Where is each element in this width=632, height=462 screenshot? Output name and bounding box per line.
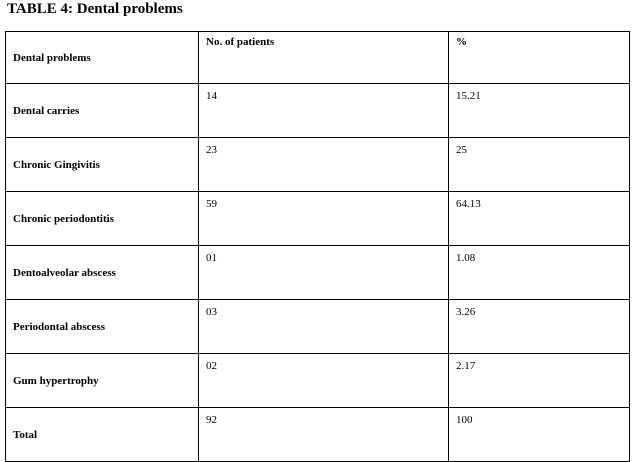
- percent-cell: 100: [449, 408, 630, 462]
- row-label: Dental carries: [6, 84, 199, 138]
- row-label: Chronic periodontitis: [6, 192, 199, 246]
- column-header-dental-problems: Dental problems: [6, 32, 199, 84]
- percent-cell: 1.08: [449, 246, 630, 300]
- table-row: [6, 300, 630, 354]
- row-label: Gum hypertrophy: [6, 354, 199, 408]
- table-total-row: [6, 408, 630, 462]
- row-label: Total: [6, 408, 199, 462]
- percent-cell: 25: [449, 138, 630, 192]
- dental-problems-table: [5, 31, 630, 462]
- column-header-percent: %: [449, 32, 630, 84]
- table-header-row: [6, 32, 630, 84]
- patients-cell: 01: [199, 246, 449, 300]
- patients-cell: 92: [199, 408, 449, 462]
- percent-cell: 15.21: [449, 84, 630, 138]
- patients-cell: 59: [199, 192, 449, 246]
- table-row: [6, 192, 630, 246]
- table-row: [6, 84, 630, 138]
- row-label: Dentoalveolar abscess: [6, 246, 199, 300]
- table-row: [6, 354, 630, 408]
- patients-cell: 02: [199, 354, 449, 408]
- percent-cell: 2.17: [449, 354, 630, 408]
- column-header-no-of-patients: No. of patients: [199, 32, 449, 84]
- patients-cell: 03: [199, 300, 449, 354]
- patients-cell: 14: [199, 84, 449, 138]
- row-label: Chronic Gingivitis: [6, 138, 199, 192]
- patients-cell: 23: [199, 138, 449, 192]
- row-label: Periodontal abscess: [6, 300, 199, 354]
- table-caption: TABLE 4: Dental problems: [7, 1, 183, 17]
- percent-cell: 64.13: [449, 192, 630, 246]
- percent-cell: 3.26: [449, 300, 630, 354]
- table-row: [6, 138, 630, 192]
- table-row: [6, 246, 630, 300]
